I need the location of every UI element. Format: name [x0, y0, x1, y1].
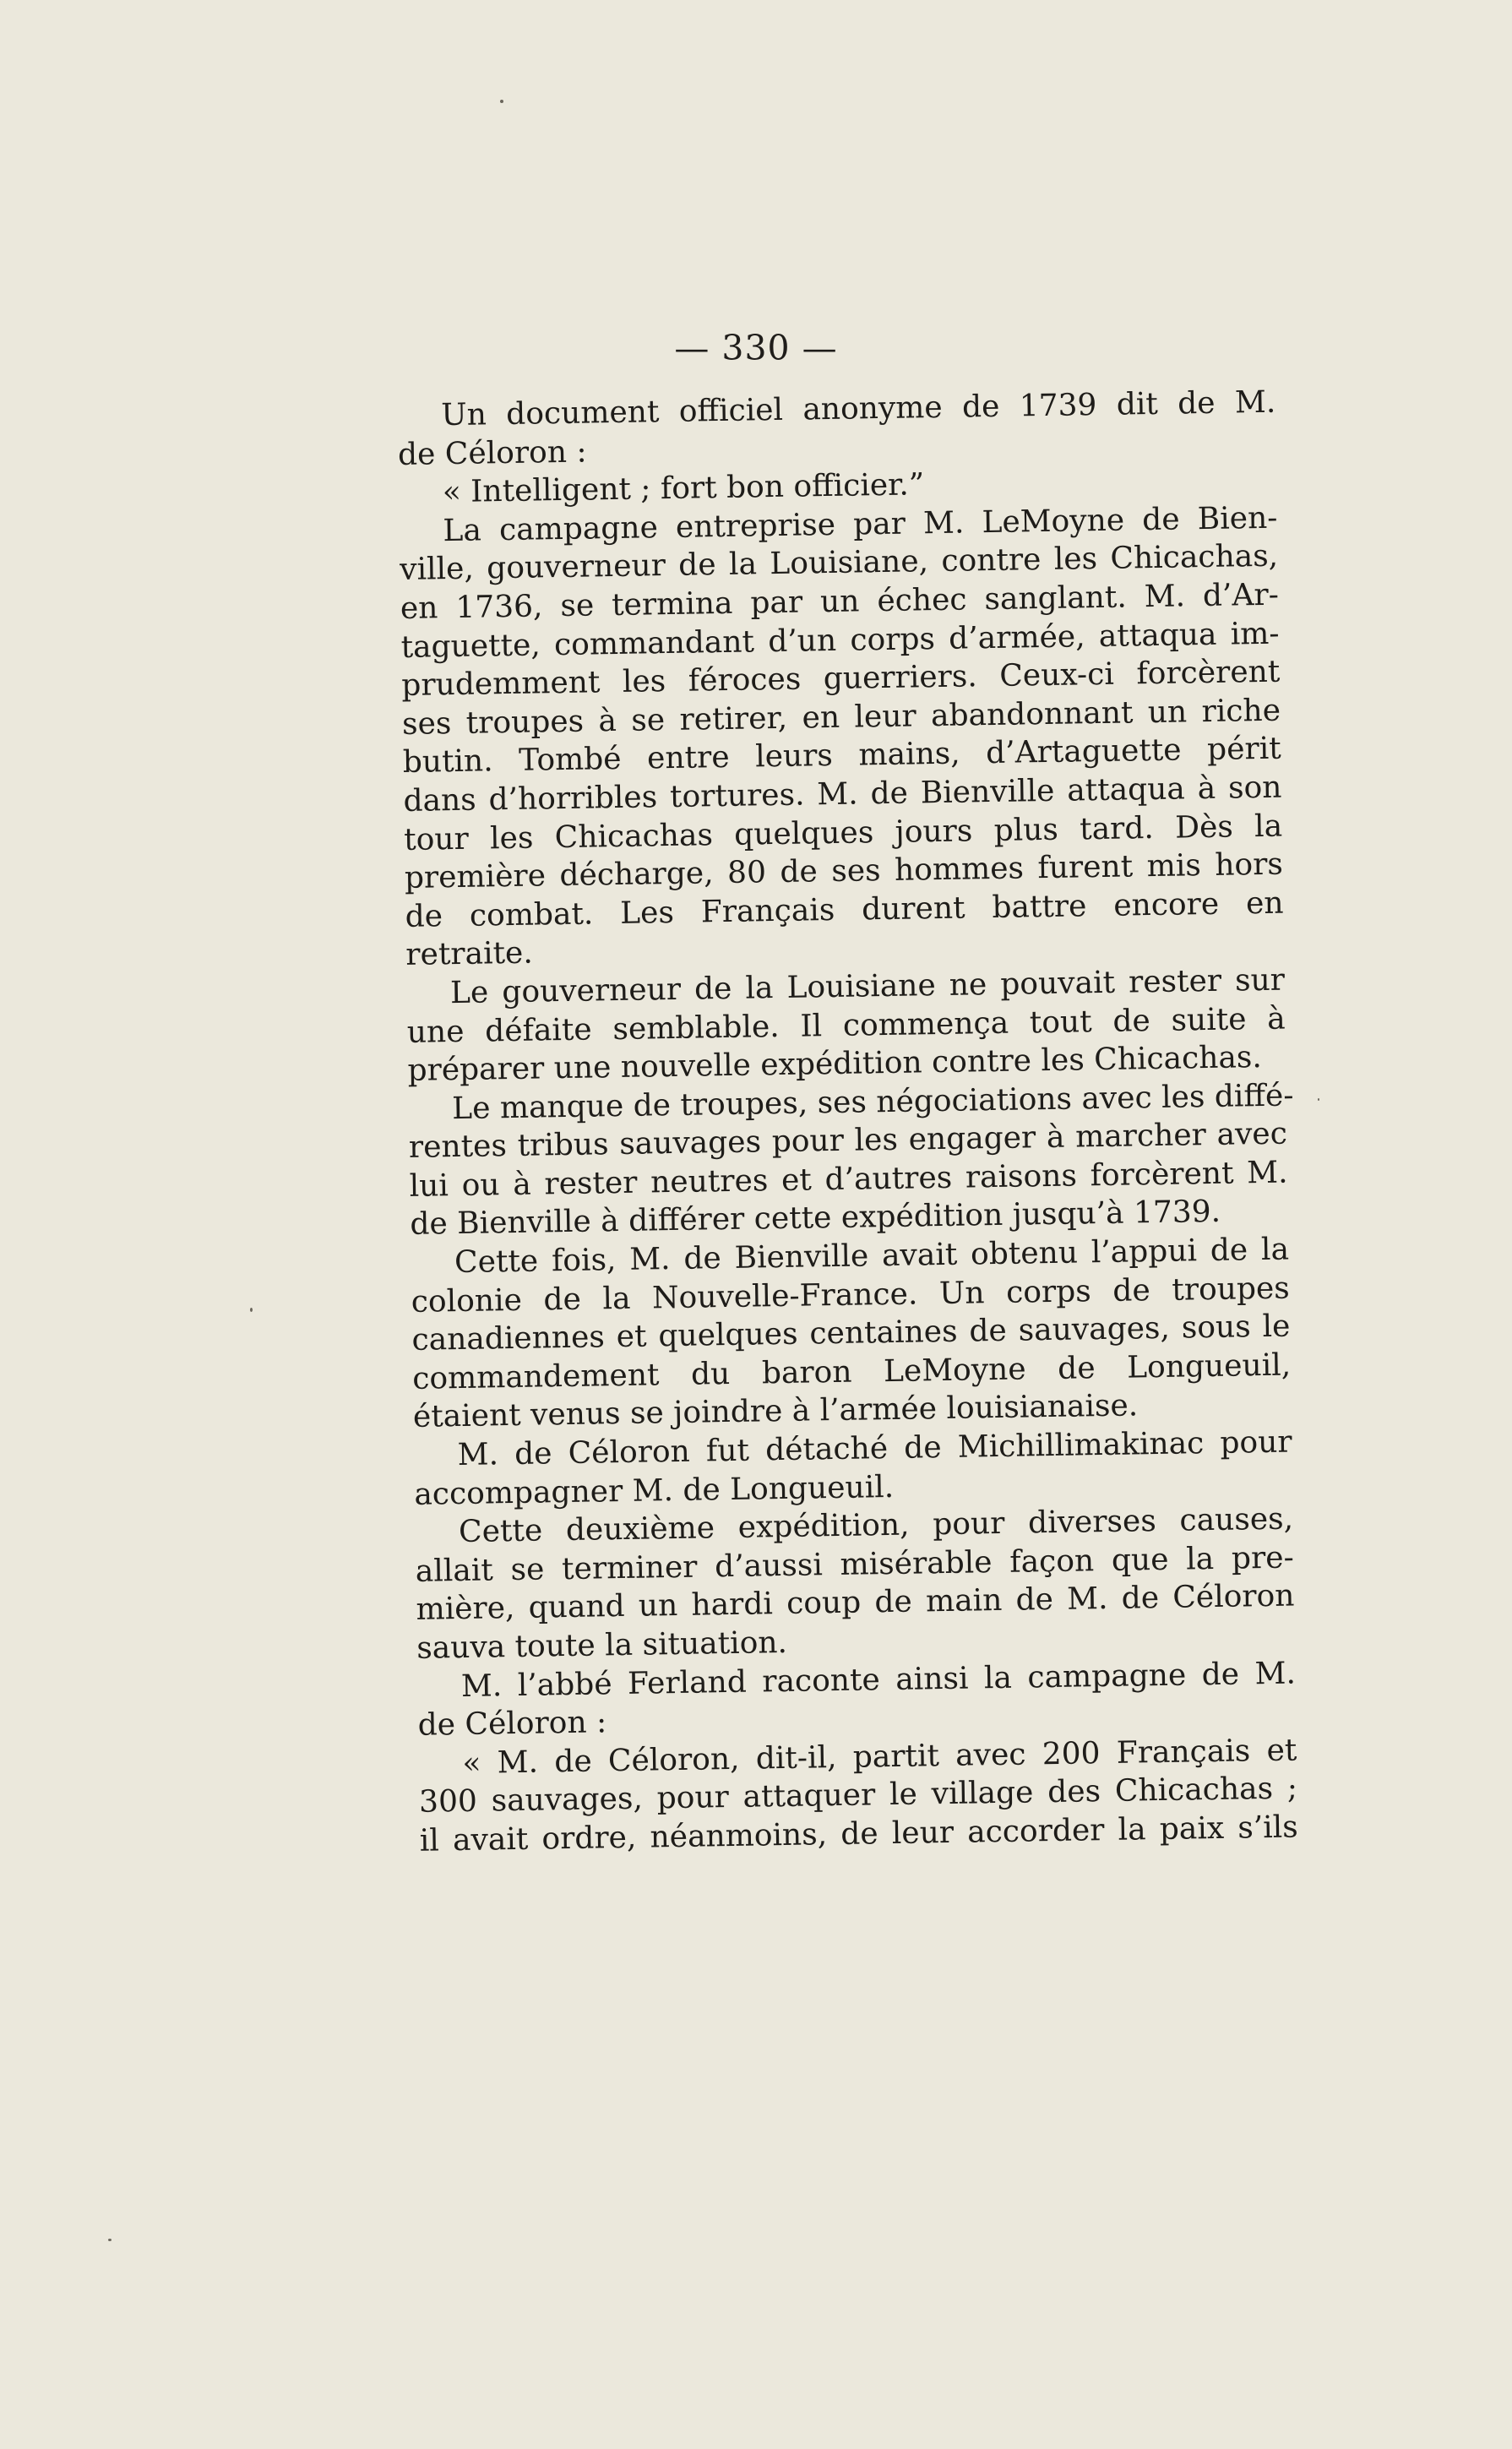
text-line: Cette fois, M. de Bienville avait obtenu l’appui de la — [454, 1232, 1290, 1281]
text-line: La campagne entreprise par M. LeMoyne de Bien- — [443, 500, 1278, 548]
text-line: commandement du baron LeMoyne de Longueuil, — [411, 1347, 1292, 1396]
text-line: sauva toute la situation. — [416, 1625, 788, 1666]
text-line: M. l’abbé Ferland raconte ainsi la campagne de M. — [460, 1656, 1297, 1704]
text-line: rentes tribus sauvages pour les engager à marcher avec — [408, 1116, 1288, 1166]
body-text — [397, 384, 1298, 1861]
text-line: accompagner M. de Longueuil. — [414, 1469, 895, 1512]
text-line: taguette, commandant d’un corps d’armée, attaqua im- — [400, 616, 1280, 665]
text-line: retraite. — [405, 935, 534, 973]
text-line: butin. Tombé entre leurs mains, d’Artaguette périt — [402, 731, 1281, 781]
text-line: « M. de Céloron, dit-il, partit avec 200 Français et — [462, 1733, 1297, 1781]
text-line: canadiennes et quelques centaines de sauvages, sous le — [411, 1309, 1291, 1358]
text-line: de Bienville à différer cette expédition jusqu’à 1739. — [410, 1195, 1221, 1243]
text-line: dans d’horribles tortures. M. de Bienville attaqua à son — [403, 770, 1282, 819]
text-line: ville, gouverneur de la Louisiane, contre les Chicachas, — [399, 539, 1279, 588]
paper-speck — [1318, 1098, 1319, 1101]
text-line: tour les Chicachas quelques jours plus tard. Dès la — [403, 808, 1283, 857]
text-line: allait se terminer d’aussi misérable façon que la pre- — [415, 1540, 1295, 1589]
text-line: Cette deuxième expédition, pour diverses causes, — [458, 1501, 1294, 1550]
text-line: mière, quand un hardi coup de main de M. de Céloron — [416, 1578, 1295, 1628]
text-line: préparer une nouvelle expédition contre les Chicachas. — [407, 1040, 1263, 1088]
page-number: — 330 — — [674, 328, 838, 368]
text-line: prudemment les féroces guerriers. Ceux-ci forcèrent — [401, 654, 1281, 704]
text-line: Le manque de troupes, ses négociations avec les diffé- — [451, 1078, 1294, 1126]
text-line: Un document officiel anonyme de 1739 dit de M. — [441, 384, 1276, 433]
text-line: étaient venus se joindre à l’armée louisianaise. — [412, 1388, 1139, 1435]
text-line: une défaite semblable. Il commença tout de suite à — [406, 1001, 1286, 1050]
text-line: en 1736, se termina par un échec sanglant. M. d’Ar- — [400, 577, 1280, 626]
paper-speck — [250, 1308, 253, 1312]
text-line: 300 sauvages, pour attaquer le village des Chicachas ; — [418, 1771, 1298, 1820]
text-line: M. de Céloron fut détaché de Michillimakinac pour — [457, 1424, 1292, 1473]
text-line: de combat. Les Français durent battre encore en — [405, 885, 1284, 934]
text-line: colonie de la Nouvelle-France. Un corps de troupes — [411, 1271, 1291, 1320]
text-line: de Céloron : — [397, 434, 587, 472]
text-line: lui ou à rester neutres et d’autres raisons forcèrent M. — [409, 1155, 1288, 1204]
text-line: « Intelligent ; fort bon officier.” — [442, 467, 925, 510]
text-line: de Céloron : — [417, 1705, 607, 1743]
text-line: ses troupes à se retirer, en leur abandonnant un riche — [401, 693, 1281, 742]
paper-speck — [500, 100, 503, 103]
text-line: il avait ordre, néanmoins, de leur accorder la paix s’ils — [419, 1810, 1299, 1859]
text-line: Le gouverneur de la Louisiane ne pouvait rester sur — [449, 962, 1286, 1010]
text-line: première décharge, 80 de ses hommes furent mis hors — [404, 846, 1284, 896]
paper-speck — [108, 2239, 111, 2241]
